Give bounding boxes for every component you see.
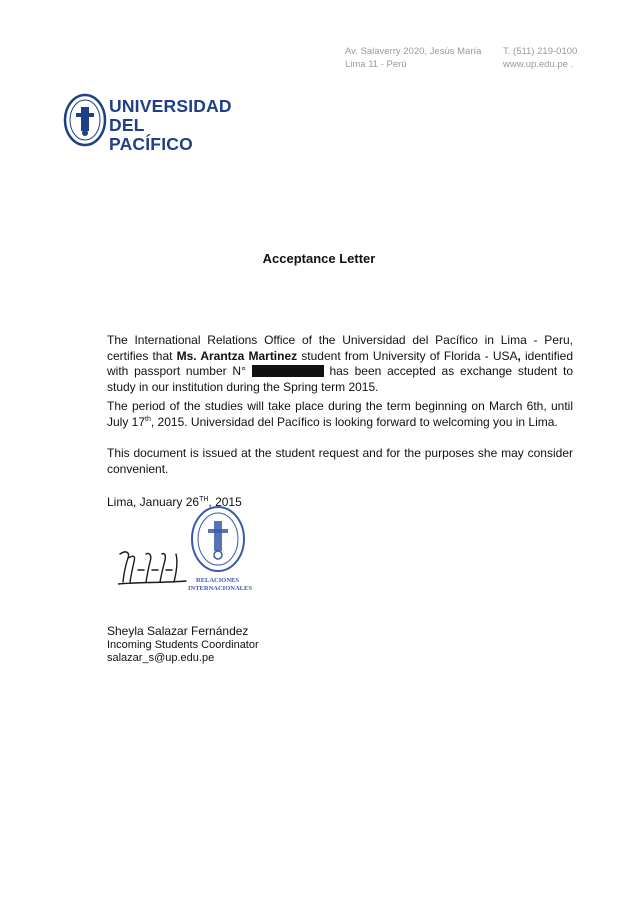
- student-name: Ms. Arantza Martinez: [176, 348, 298, 363]
- phone-number: T. (511) 219-0100: [503, 46, 578, 57]
- official-stamp: [186, 505, 250, 597]
- p1-text-2: student from University of Florida - USA: [297, 348, 518, 363]
- p1-comma: ,: [517, 348, 521, 363]
- date-text-2: , 2015: [208, 495, 242, 509]
- p1-text-3: identified with passport number N°: [107, 348, 574, 378]
- signer-role: Incoming Students Coordinator: [107, 639, 259, 651]
- address-line-1: Av. Salaverry 2020, Jesús María: [345, 46, 482, 57]
- stamp-label-1: RELACIONES: [196, 577, 239, 584]
- signer-email: salazar_s@up.edu.pe: [107, 652, 215, 664]
- paragraph-certification: [107, 333, 573, 395]
- logo-wordmark: [109, 97, 232, 154]
- address-line-2: Lima 11 - Perú: [345, 59, 407, 70]
- paragraph-purpose: This document is issued at the student request and for the purposes she may consider convenient.: [107, 446, 573, 476]
- logo-line-1: UNIVERSIDAD: [109, 96, 232, 116]
- header-address: [345, 45, 481, 71]
- redacted-passport-number: [252, 365, 324, 377]
- stamp-seal-icon: [186, 505, 250, 577]
- stamp-label-2: INTERNACIONALES: [188, 585, 252, 592]
- university-logo: [63, 93, 232, 154]
- p1-text-1: The International Relations Office of the Universidad del Pacífico in Lima - Peru, certifies that: [107, 333, 573, 363]
- signer-name: Sheyla Salazar Fernández: [107, 624, 249, 638]
- p2-text-2: , 2015. Universidad del Pacífico is looking forward to welcoming you in Lima.: [150, 414, 558, 429]
- date-superscript: TH: [199, 496, 209, 503]
- header-contact: [503, 45, 577, 71]
- handwritten-signature: [118, 548, 188, 588]
- university-crest-icon: [63, 93, 107, 147]
- p2-text-1: The period of the studies will take place during the term beginning on March 6th, until July 17: [107, 399, 573, 429]
- website: www.up.edu.pe .: [503, 59, 574, 70]
- p2-superscript: th: [145, 415, 151, 423]
- paragraph-period: [107, 399, 573, 430]
- p1-text-4: has been accepted as exchange student to study in our institution during the Spring term 2015.: [107, 364, 574, 394]
- date-text-1: Lima, January 26: [107, 495, 200, 509]
- letter-title: Acceptance Letter: [262, 251, 376, 266]
- logo-line-2: DEL PACÍFICO: [109, 115, 193, 154]
